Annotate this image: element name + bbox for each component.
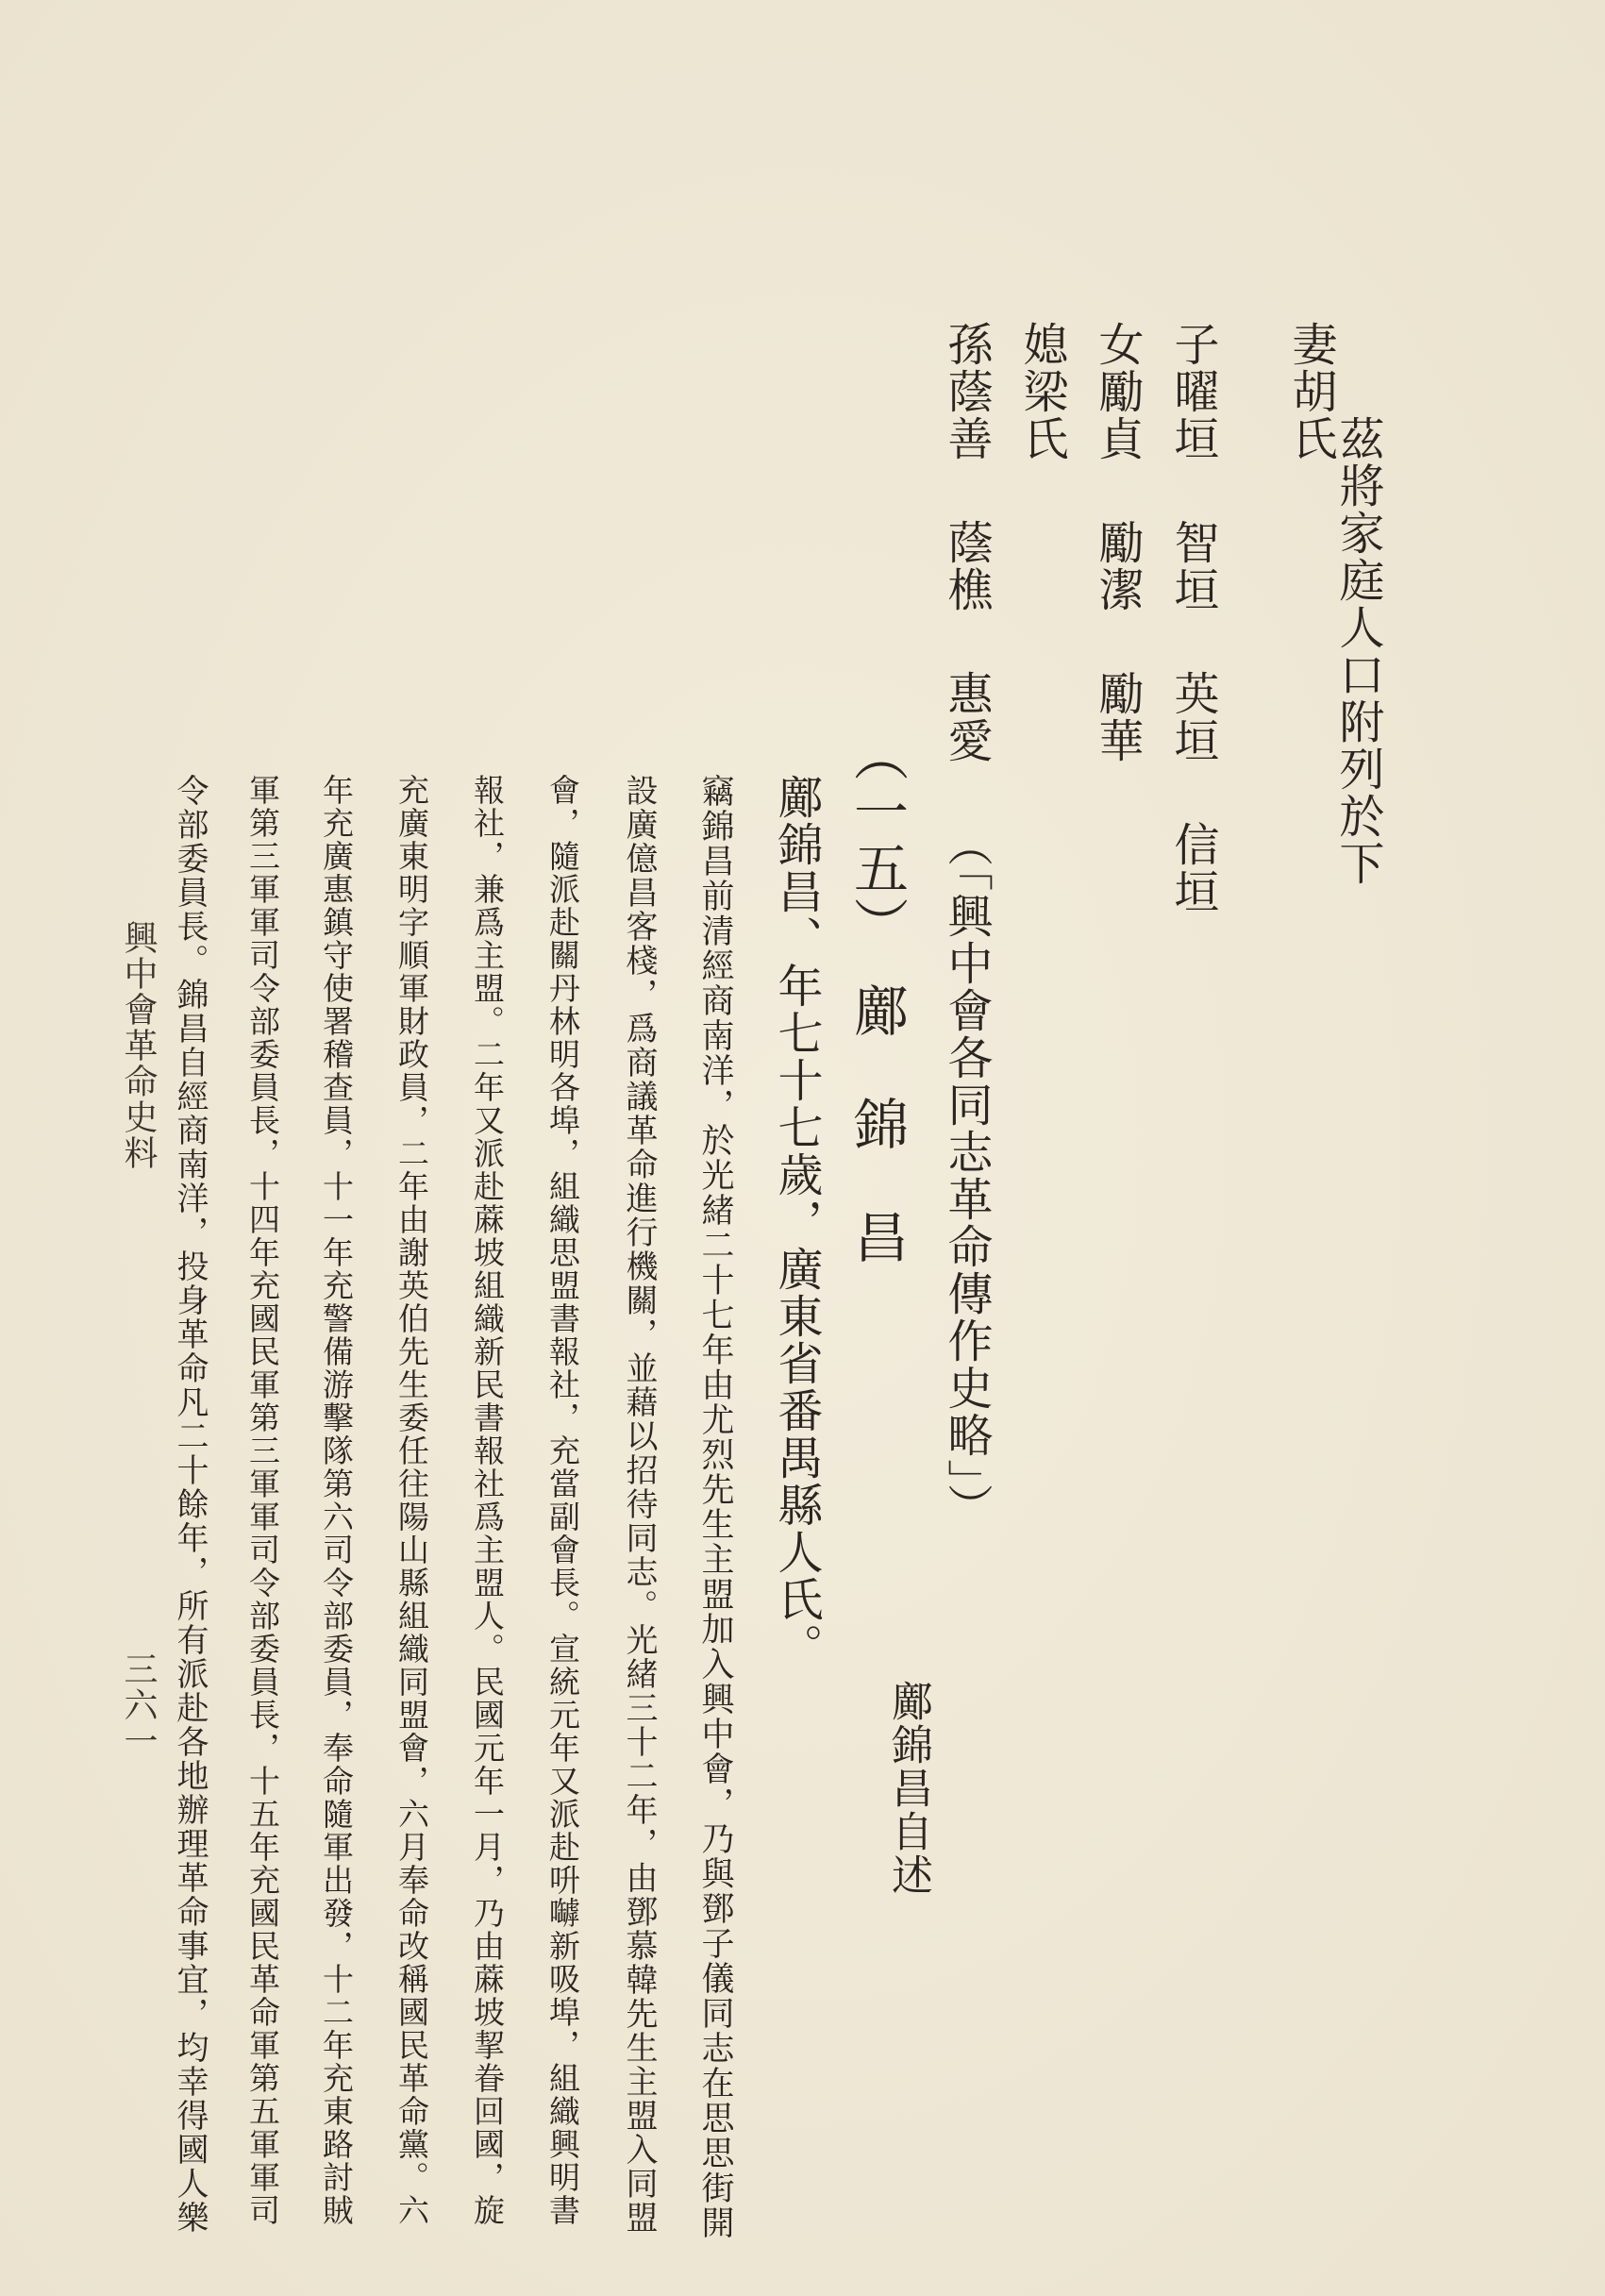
body-column-5: 報社，兼爲主盟。二年又派赴蔴坡組織新民書報社爲主盟人。民國元年一月，乃由蔴坡挈眷回國，旋: [469, 774, 506, 2227]
family-label: 女: [1091, 321, 1144, 368]
body-column-7: 年充廣惠鎮守使署稽查員，十一年充警備游擊隊第六司令部委員，奉命隨軍出發，十二年充東路討賊: [318, 774, 355, 2227]
family-name: 蔭善: [940, 368, 993, 462]
family-row-daughter-in-law: [1015, 321, 1068, 462]
family-name: 智垣: [1166, 519, 1219, 613]
show-through-texture: [1400, 396, 1454, 1812]
family-row-grandchildren-text: [940, 321, 993, 1531]
family-name: 惠愛: [940, 670, 993, 764]
family-name: 勵潔: [1091, 519, 1144, 613]
family-label: 媳: [1015, 321, 1068, 368]
family-name: 勵華: [1091, 670, 1144, 764]
byline: 鄺錦昌自述: [884, 1680, 932, 1897]
body-column-2: 竊錦昌前清經商南洋，於光緒二十七年由尤烈先生主盟加入興中會，乃與鄧子儀同志在思思街開: [696, 774, 734, 2240]
body-column-6: 充廣東明字順軍財政員，二年由謝英伯先生委任往陽山縣組織同盟會，六月奉命改稱國民革命黨。六: [393, 774, 430, 2227]
family-name: 英垣: [1166, 670, 1219, 764]
family-row-daughters: [1091, 321, 1144, 764]
body-column-8: 軍第三軍軍司令部委員長，十四年充國民軍第三軍軍司令部委員長，十五年充國民革命軍第五軍軍司: [244, 774, 281, 2227]
body-column-4: 會，隨派赴關丹林明各埠，組織思盟書報社，充當副會長。宣統元年又派赴呏嚹新吸埠，組織興明書: [544, 774, 581, 2227]
body-column-9: 令部委員長。錦昌自經商南洋，投身革命凡二十餘年，所有派赴各地辦理革命事宜，均幸得國人樂: [171, 774, 209, 2235]
family-name: 蔭樵: [940, 519, 993, 613]
family-label: 妻: [1284, 321, 1337, 368]
body-column-1: 鄺錦昌、年七十七歲，廣東省番禺縣人氏。: [770, 774, 823, 1670]
family-name: 胡氏: [1284, 368, 1337, 462]
section-heading: （一五） 鄺 錦 昌: [844, 727, 909, 1265]
family-name: 曜垣: [1166, 368, 1219, 462]
page-number: 三六一: [119, 1651, 158, 1759]
book-title: 興中會革命史料: [119, 920, 158, 1171]
family-row-wife: [1284, 321, 1337, 462]
source-note: （「興中會各同志革命傳作史略」）: [940, 821, 993, 1531]
family-row-sons: [1166, 321, 1219, 915]
family-name: 信垣: [1166, 821, 1219, 915]
family-name: 勵貞: [1091, 368, 1144, 462]
family-intro: 茲將家庭人口附列於下: [1331, 415, 1384, 887]
body-column-3: 設廣億昌客棧，爲商議革命進行機關，並藉以招待同志。光緒三十二年，由鄧慕韓先生主盟入同盟: [620, 774, 658, 2235]
family-name: 梁氏: [1015, 368, 1068, 462]
family-label: 孫: [940, 321, 993, 368]
family-label: 子: [1166, 321, 1219, 368]
